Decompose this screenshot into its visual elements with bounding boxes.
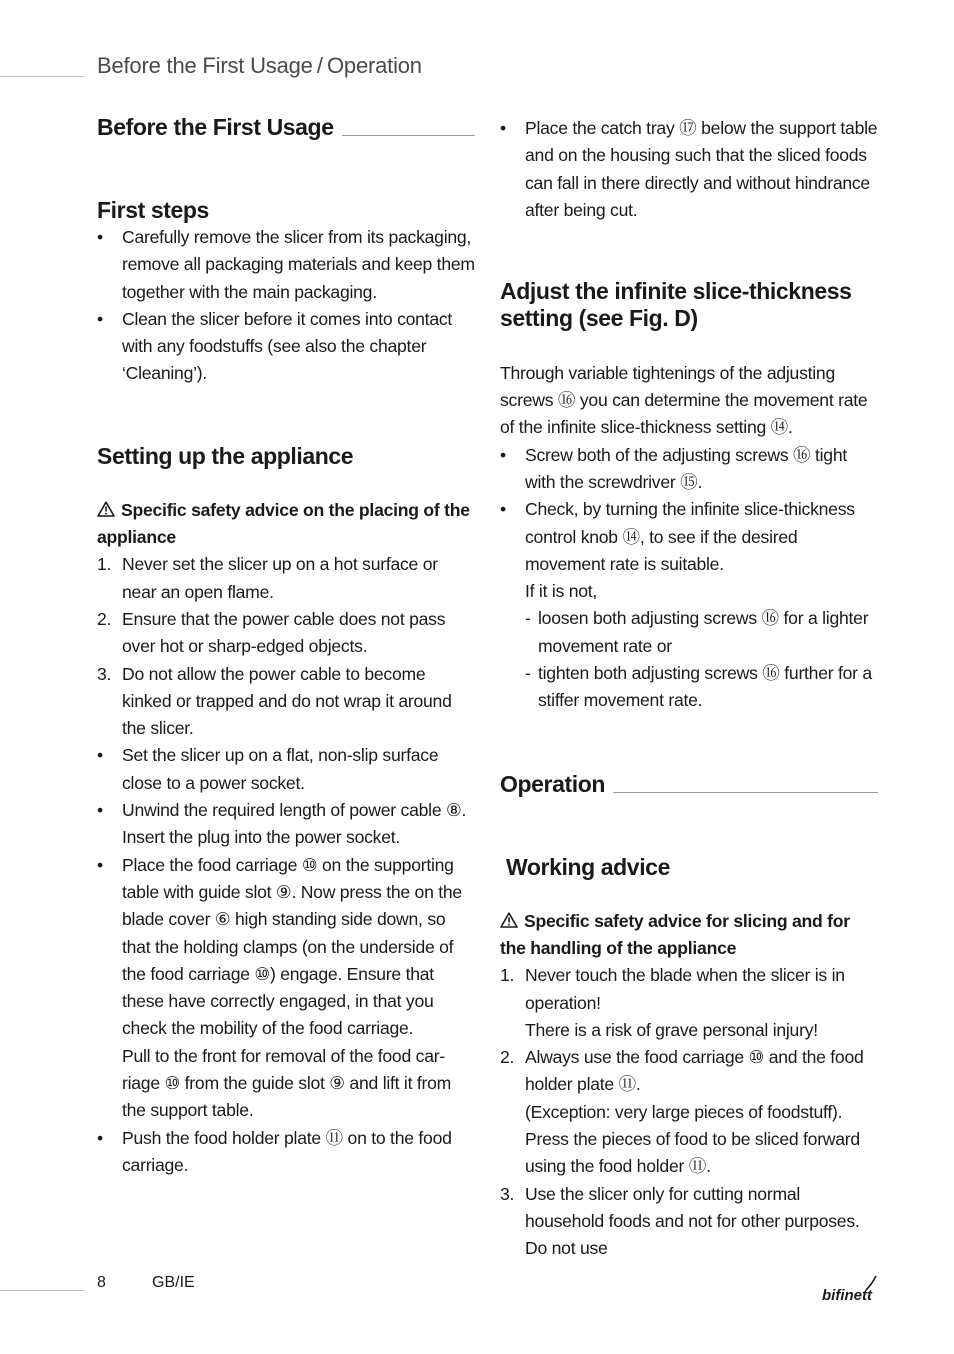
list-item: • Clean the slicer before it comes into contact with any foodstuffs (see also the chapter ‘Cleaning’). (97, 306, 475, 388)
list-item: • Set the slicer up on a flat, non-slip surface close to a power socket. (97, 742, 475, 797)
list-item: 3. Use the slicer only for cutting normal household foods and not for other purposes. Do not use (500, 1183, 860, 1259)
warning-triangle-icon (97, 501, 115, 517)
list-item: • Check, by turning the infinite slice-thickness control knob ⑭, to see if the desired movement rate is suitable. If it is not, - loosen both adjusting screws ⑯ for a lighter movement rate or - tighten both adjusting screws ⑯ further for a stiffer movement rate. (500, 496, 878, 714)
section-heading-operation: Operation (500, 769, 878, 799)
page-header-title: Before the First Usage / Operation (97, 53, 422, 78)
list-item: 2. Ensure that the power cable does not pass over hot or sharp-edged objects. (97, 608, 446, 657)
list-item: 3. Do not allow the power cable to become kinked or trapped and do not wrap it around the slicer. (97, 663, 452, 739)
setup-steps-list (97, 742, 475, 1179)
list-item: • Screw both of the adjusting screws ⑯ tight with the screwdriver ⑮. (500, 442, 878, 497)
slicing-safety-warning: Specific safety advice for slicing and for the handling of the appliance (500, 910, 850, 958)
list-item: • Place the catch tray ⑰ below the support table and on the housing such that the sliced foods can fall in there directly and without hindrance after being cut. (500, 115, 878, 224)
warning-triangle-icon (500, 912, 518, 928)
bifinett-logo (820, 1272, 880, 1308)
placing-safety-warning: Specific safety advice on the placing of the appliance (97, 499, 470, 548)
right-column (500, 112, 878, 1263)
svg-text:bifinett: bifinett (822, 1287, 872, 1304)
page-number: 8 (97, 1274, 106, 1291)
section-heading-rule (342, 135, 475, 136)
list-item: • Place the food carriage ⑩ on the supporting table with guide slot ⑨. Now press the on the blade cover ⑥ high standing side down, so that the holding clamps (on the underside of the food carriage ⑩) engage. Ensure that these have correctly engaged, in that you check the mobility of the food carriage. Pull to the front for removal of the food carriage ⑩ from the guide slot ⑨ and lift it from the support table. (97, 852, 475, 1125)
dash-item: - tighten both adjusting screws ⑯ further for a stiffer movement rate. (525, 660, 878, 715)
footer-rule (0, 1290, 84, 1291)
catch-tray-list (500, 115, 878, 224)
adjust-intro-paragraph: Through variable tightenings of the adjusting screws ⑯ you can determine the movement rate of the infinite slice-thickness setting ⑭. (500, 362, 868, 438)
first-steps-list (97, 224, 475, 388)
list-item: 1. Never set the slicer up on a hot surface or near an open flame. (97, 554, 438, 602)
list-item: 1. Never touch the blade when the slicer is in operation! There is a risk of grave personal injury! (500, 965, 845, 1040)
section-heading-before-first-usage: Before the First Usage (97, 112, 475, 142)
left-column (97, 112, 475, 1179)
adjust-steps-list (500, 442, 878, 715)
placing-safety-list (97, 551, 475, 742)
section-heading-rule (613, 792, 878, 793)
list-item: 2. Always use the food carriage ⑩ and the food holder plate ⑪. (Exception: very large pieces of foodstuff). Press the pieces of food to be sliced forward using the food holder ⑪. (500, 1047, 864, 1177)
heading-first-steps: First steps (97, 197, 209, 223)
slicing-safety-list (500, 962, 878, 1262)
dash-item: - loosen both adjusting screws ⑯ for a lighter movement rate or (525, 605, 878, 660)
heading-working-advice: Working advice (506, 853, 670, 880)
region-code: GB/IE (152, 1274, 195, 1291)
heading-adjust-slice-thickness: Adjust the infinite slice-thickness setting (see Fig. D) (500, 278, 852, 332)
list-item: • Unwind the required length of power cable ⑧. Insert the plug into the power socket. (97, 797, 475, 852)
list-item: • Carefully remove the slicer from its packaging, remove all packaging materials and keep them together with the main packaging. (97, 224, 475, 306)
header-rule (0, 76, 84, 77)
heading-setting-up: Setting up the appliance (97, 442, 354, 469)
list-item: • Push the food holder plate ⑪ on to the food carriage. (97, 1125, 475, 1180)
